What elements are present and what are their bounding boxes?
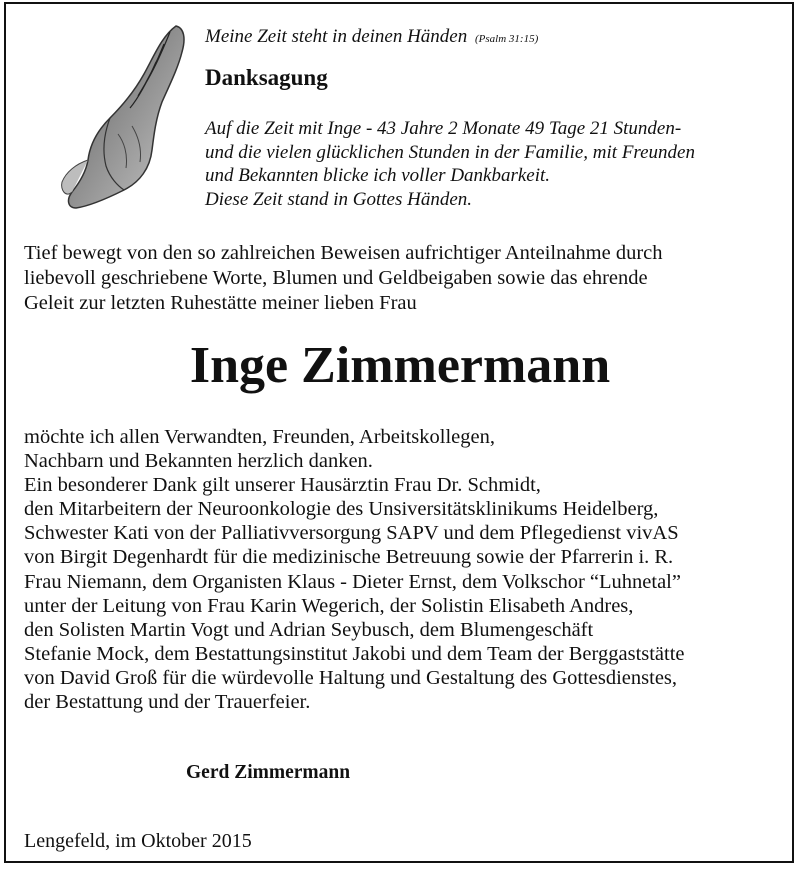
intro-paragraph xyxy=(24,241,663,316)
thanks-line: unter der Leitung von Frau Karin Wegerich, der Solistin Elisabeth Andres, xyxy=(24,594,634,617)
verse-line: und Bekannten blicke ich voller Dankbarkeit. xyxy=(205,165,551,187)
motto-text: Meine Zeit steht in deinen Händen xyxy=(205,26,468,47)
thanks-line: möchte ich allen Verwandten, Freunden, Arbeitskollegen, xyxy=(24,426,495,448)
psalm-reference: (Psalm 31:15) xyxy=(475,33,539,45)
psalm-motto xyxy=(205,26,538,48)
thanks-line: von David Groß für die würdevolle Haltung und Gestaltung des Gottesdienstes, xyxy=(24,666,678,689)
thanks-line: der Bestattung und der Trauerfeier. xyxy=(24,691,311,714)
thanks-line: den Solisten Martin Vogt und Adrian Seybusch, dem Blumengeschäft xyxy=(24,618,594,641)
verse-line: Diese Zeit stand in Gottes Händen. xyxy=(205,188,473,210)
verse-line: Auf die Zeit mit Inge - 43 Jahre 2 Monate 49 Tage 21 Stunden- xyxy=(205,118,682,139)
thanks-line: Ein besonderer Dank gilt unserer Hausärztin Frau Dr. Schmidt, xyxy=(24,474,541,497)
thanks-line: Schwester Kati von der Palliativversorgung SAPV und dem Pflegedienst vivAS xyxy=(24,522,679,545)
intro-line: Geleit zur letzten Ruhestätte meiner lieben Frau xyxy=(24,292,417,314)
thanks-line: Nachbarn und Bekannten herzlich danken. xyxy=(24,450,373,473)
thanks-line: Stefanie Mock, dem Bestattungsinstitut Jakobi und dem Team der Berggaststätte xyxy=(24,642,685,665)
signature: Gerd Zimmermann xyxy=(186,762,351,783)
dedication-verse xyxy=(205,117,695,211)
deceased-name: Inge Zimmermann xyxy=(189,337,611,394)
thanks-line: den Mitarbeitern der Neuroonkologie des Unsiversitätsklinikums Heidelberg, xyxy=(24,498,659,521)
intro-line: Tief bewegt von den so zahlreichen Beweisen aufrichtiger Anteilnahme durch xyxy=(24,242,663,264)
thanks-line: Frau Niemann, dem Organisten Klaus - Dieter Ernst, dem Volkschor “Luhnetal” xyxy=(24,570,681,593)
praying-hands-icon xyxy=(58,22,196,214)
thanks-line: von Birgit Degenhardt für die medizinische Betreuung sowie der Pfarrerin i. R. xyxy=(24,546,674,569)
notice-heading: Danksagung xyxy=(205,65,328,90)
verse-line: und die vielen glücklichen Stunden in der Familie, mit Freunden xyxy=(205,141,695,163)
intro-line: liebevoll geschriebene Worte, Blumen und Geldbeigaben sowie das ehrende xyxy=(24,267,648,289)
place-and-date: Lengefeld, im Oktober 2015 xyxy=(24,830,252,852)
thanks-paragraph xyxy=(24,425,685,714)
